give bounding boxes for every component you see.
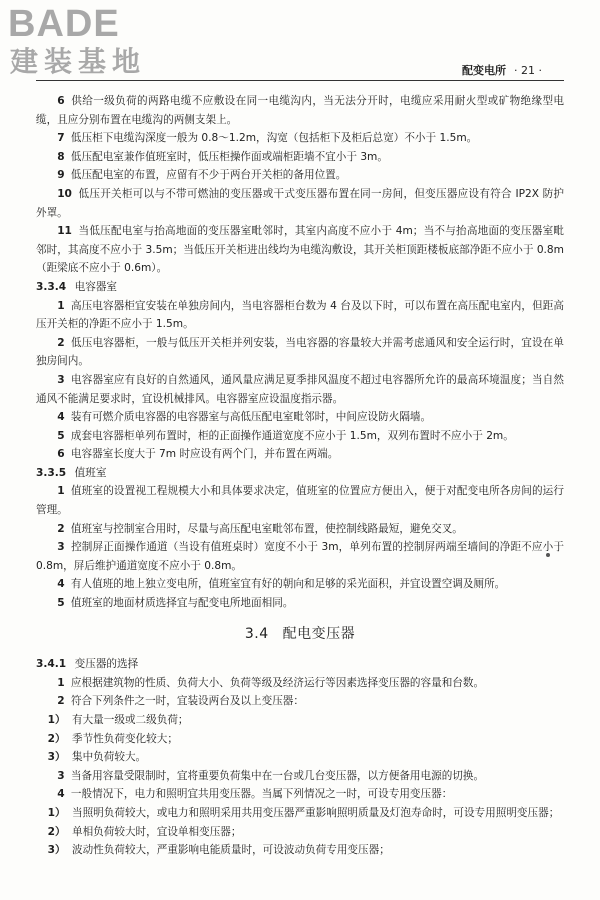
clause-paragraph bbox=[36, 185, 564, 222]
sub-clause bbox=[36, 748, 564, 767]
clause-text: 电容器室应有良好的自然通风，通风量应满足夏季排风温度不超过电容器所允许的最高环境温度；当自然通风不能满足要求时，宜设机械排风。电容器室应设温度指示器。 bbox=[36, 373, 564, 405]
clause-number: 4 bbox=[57, 578, 65, 591]
clause-paragraph bbox=[36, 767, 564, 786]
clause-paragraph bbox=[36, 482, 564, 519]
clause-number: 2 bbox=[57, 695, 65, 708]
sub-clause bbox=[36, 823, 564, 842]
clause-text: 低压柜下电缆沟深度一般为 0.8～1.2m，沟宽（包括柜下及柜后总宽）不小于 1.5m。 bbox=[70, 132, 478, 145]
clause-number: 3） bbox=[47, 844, 66, 857]
subsection-number: 3.3.4 bbox=[36, 280, 67, 293]
clause-paragraph bbox=[36, 785, 564, 804]
subsection-heading-capacitor-room bbox=[36, 278, 564, 297]
clause-text: 低压配电室兼作值班室时，低压柜操作面或端柜距墙不宜小于 3m。 bbox=[70, 150, 388, 163]
clause-paragraph bbox=[36, 166, 564, 185]
clause-number: 1 bbox=[57, 485, 65, 498]
subsection-heading-duty-room bbox=[36, 464, 564, 483]
section-number: 3.4 bbox=[244, 625, 269, 642]
clause-number: 2 bbox=[57, 522, 65, 535]
clause-number: 2） bbox=[47, 732, 66, 745]
clause-paragraph bbox=[36, 148, 564, 167]
section-title: 配电变压器 bbox=[282, 625, 356, 642]
header-rule bbox=[36, 80, 564, 81]
clause-text: 高压电容器柜宜安装在单独房间内，当电容器柜台数为 4 台及以下时，可以布置在高压配电室内，但距高压开关柜的净距不应小于 1.5m。 bbox=[36, 299, 564, 331]
clause-number: 3） bbox=[47, 751, 66, 764]
clause-text: 成套电容器柜单列布置时，柜的正面操作通道宽度不应小于 1.5m，双列布置时不应小于 2m。 bbox=[70, 429, 514, 442]
clause-text: 电容器室长度大于 7m 时应设有两个门，并布置在两端。 bbox=[70, 448, 339, 461]
clause-text: 波动性负荷较大，严重影响电能质量时，可设波动负荷专用变压器； bbox=[71, 844, 390, 857]
sub-clause bbox=[36, 841, 564, 860]
clause-text: 值班室的地面材质选择宜与配变电所地面相同。 bbox=[70, 597, 294, 610]
clause-list-low-voltage bbox=[36, 92, 564, 278]
clause-number: 7 bbox=[57, 132, 65, 145]
clause-paragraph bbox=[36, 334, 564, 371]
clause-text: 符合下列条件之一时，宜装设两台及以上变压器： bbox=[70, 695, 304, 708]
clause-number: 1 bbox=[57, 676, 65, 689]
clause-number: 1） bbox=[47, 714, 66, 726]
clause-number: 1） bbox=[47, 806, 66, 819]
clause-number: 2） bbox=[47, 825, 66, 838]
clause-number: 11 bbox=[57, 225, 72, 238]
clause-paragraph bbox=[36, 538, 564, 575]
clause-number: 8 bbox=[57, 150, 65, 163]
subsection-number: 3.3.5 bbox=[36, 466, 67, 479]
running-header bbox=[462, 62, 542, 78]
clause-list-capacitor-room bbox=[36, 297, 564, 464]
clause-text: 装有可燃介质电容器的电容器室与高低压配电室毗邻时，中间应设防火隔墙。 bbox=[70, 411, 432, 424]
clause-paragraph bbox=[36, 674, 564, 693]
section-heading-distribution-transformer bbox=[36, 625, 564, 644]
clause-text: 季节性负荷变化较大； bbox=[71, 732, 178, 745]
header-section-title: 配变电所 bbox=[462, 64, 507, 77]
clause-number: 5 bbox=[57, 429, 65, 442]
clause-paragraph bbox=[36, 222, 564, 278]
clause-paragraph bbox=[36, 427, 564, 446]
clause-text: 值班室与控制室合用时，尽量与高压配电室毗邻布置，使控制线路最短，避免交叉。 bbox=[70, 522, 463, 535]
clause-text: 集中负荷较大。 bbox=[71, 751, 147, 764]
clause-text: 值班室的设置视工程规模大小和具体要求决定，值班室的位置应方便出入，便于对配变电所各房间的运行管理。 bbox=[36, 485, 564, 517]
clause-paragraph bbox=[36, 445, 564, 464]
clause-text: 当照明负荷较大，或电力和照明采用共用变压器严重影响照明质量及灯泡寿命时，可设专用照明变压器； bbox=[71, 806, 560, 819]
sub-clause bbox=[36, 711, 564, 730]
clause-paragraph bbox=[36, 408, 564, 427]
clause-number: 6 bbox=[57, 448, 65, 461]
clause-paragraph bbox=[36, 692, 564, 711]
clause-paragraph bbox=[36, 594, 564, 613]
clause-number: 2 bbox=[57, 336, 65, 349]
clause-text: 低压配电室的布置，应留有不少于两台开关柜的备用位置。 bbox=[70, 169, 347, 182]
logo-wordmark: BADE bbox=[8, 3, 120, 45]
publisher-logo bbox=[8, 4, 188, 84]
clause-paragraph bbox=[36, 575, 564, 594]
clause-number: 6 bbox=[57, 95, 65, 107]
clause-text: 当低压配电室与抬高地面的变压器室毗邻时，其室内高度不应小于 4m；当不与抬高地面的变压器室毗邻时，其高度不应小于 3.5m；当低压开关柜进出线均为电缆沟敷设，其开关柜顶距楼板底部净距不应小于 0.8m（距梁底不应小于 0.6m）。 bbox=[36, 225, 564, 275]
clause-text: 有大量一级或二级负荷； bbox=[71, 714, 189, 726]
clause-text: 应根据建筑物的性质、负荷大小、负荷等级及经济运行等因素选择变压器的容量和台数。 bbox=[70, 676, 485, 689]
clause-text: 一般情况下，电力和照明宜共用变压器。当属下列情况之一时，可设专用变压器： bbox=[70, 788, 453, 801]
clause-number: 4 bbox=[57, 411, 65, 424]
clause-paragraph bbox=[36, 371, 564, 408]
subsection-number: 3.4.1 bbox=[36, 658, 67, 671]
clause-number: 3 bbox=[57, 541, 65, 554]
clause-number: 3 bbox=[57, 373, 65, 386]
clause-number: 5 bbox=[57, 597, 65, 610]
subsection-title: 变压器的选择 bbox=[74, 658, 139, 671]
clause-number: 4 bbox=[57, 788, 65, 801]
page-body bbox=[36, 92, 564, 860]
clause-text: 有人值班的地上独立变电所，值班室宜有好的朝向和足够的采光面积，并宜设置空调及厕所。 bbox=[70, 578, 506, 591]
clause-text: 低压电容器柜，一般与低压开关柜并列安装，当电容器的容量较大并需考虑通风和安全运行时，宜设在单独房间内。 bbox=[36, 336, 564, 368]
page-number: · 21 · bbox=[514, 64, 542, 77]
clause-list-duty-room bbox=[36, 482, 564, 612]
clause-list-transformer-selection bbox=[36, 674, 564, 860]
clause-text: 低压开关柜可以与不带可燃油的变压器或干式变压器布置在同一房间，但变压器应设有符合 IP2X 防护外罩。 bbox=[36, 187, 564, 219]
clause-paragraph bbox=[36, 129, 564, 148]
sub-clause bbox=[36, 804, 564, 823]
clause-paragraph bbox=[36, 92, 564, 129]
clause-number: 10 bbox=[57, 187, 72, 200]
clause-number: 3 bbox=[57, 769, 65, 782]
clause-text: 单相负荷较大时，宜设单相变压器； bbox=[71, 825, 242, 838]
sub-clause bbox=[36, 730, 564, 749]
subsection-title: 值班室 bbox=[74, 466, 107, 479]
clause-paragraph bbox=[36, 520, 564, 539]
clause-number: 9 bbox=[57, 169, 65, 182]
subsection-title: 电容器室 bbox=[74, 280, 118, 293]
clause-paragraph bbox=[36, 297, 564, 334]
clause-number: 1 bbox=[57, 299, 65, 312]
clause-text: 供给一级负荷的两路电缆不应敷设在同一电缆沟内，当无法分开时，电缆应采用耐火型或矿物绝缘型电缆，且应分别布置在电缆沟的两侧支架上。 bbox=[36, 95, 564, 126]
subsection-heading-transformer-selection bbox=[36, 655, 564, 674]
clause-text: 控制屏正面操作通道（当设有值班桌时）宽度不小于 3m，单列布置的控制屏两端至墙间的净距不应小于 0.8m，屏后维护通道宽度不应小于 0.8m。 bbox=[36, 541, 564, 572]
logo-subtitle: 建装基地 bbox=[10, 45, 147, 78]
clause-text: 当备用容量受限制时，宜将重要负荷集中在一台或几台变压器，以方便备用电源的切换。 bbox=[70, 769, 485, 782]
